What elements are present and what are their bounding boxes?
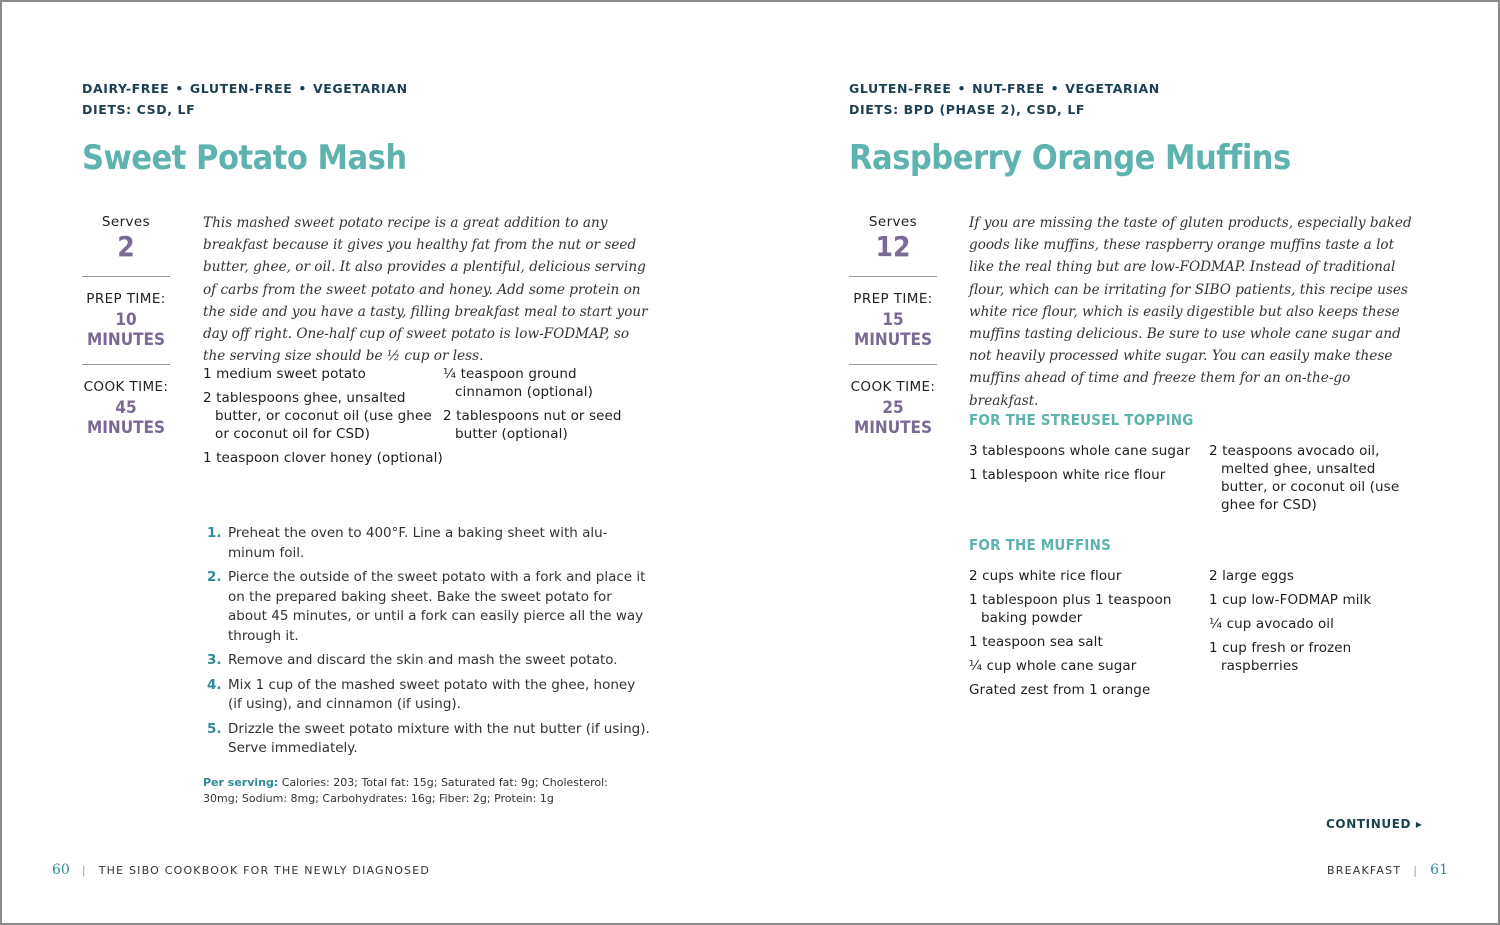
section-name: BREAKFAST: [1327, 863, 1402, 877]
prep-time-value: 10 MINUTES: [86, 310, 166, 350]
diets-line: DIETS: BPD (PHASE 2), CSD, LF: [849, 102, 1086, 117]
step-text: Preheat the oven to 400°F. Line a baking sheet with alu-minum foil.: [228, 525, 608, 561]
serves-label: Serves: [868, 214, 918, 230]
ingredient-item: 2 tablespoons ghee, unsalted butter, or coconut oil (use ghee or coconut oil for CSD): [203, 390, 432, 442]
streusel-heading: FOR THE STREUSEL TOPPING: [969, 411, 1194, 429]
instructions: [203, 524, 653, 764]
serves-label: Serves: [101, 214, 151, 230]
footer-separator: |: [81, 863, 87, 877]
tag: VEGETARIAN: [312, 81, 408, 96]
step-number: 3.: [207, 652, 222, 668]
muffin-ingredients: [969, 567, 1409, 705]
bullet-icon: •: [175, 81, 184, 96]
tag: DAIRY-FREE: [82, 81, 170, 96]
step-text: Mix 1 cup of the mashed sweet potato with the ghee, honey (if using), and cinnamon (if using).: [228, 676, 636, 712]
page-footer: [1327, 862, 1448, 878]
diets-line: DIETS: CSD, LF: [82, 102, 196, 117]
right-page: [750, 0, 1500, 925]
ingredient-item: 1 tablespoon white rice flour: [969, 467, 1166, 483]
ingredients-column-1: [203, 365, 443, 473]
bullet-icon: •: [1050, 81, 1060, 96]
nutrition-info: [203, 775, 643, 806]
ingredients-column-2: [443, 365, 643, 473]
recipe-title: Raspberry Orange Muffins: [849, 138, 1291, 178]
tag: NUT-FREE: [972, 81, 1045, 96]
tag: VEGETARIAN: [1065, 81, 1160, 96]
ingredient-item: 1 cup low-FODMAP milk: [1209, 592, 1372, 608]
ingredient-item: 2 tablespoons nut or seed butter (optional): [443, 408, 622, 442]
ingredient-item: 1 teaspoon sea salt: [969, 634, 1103, 650]
recipe-title: Sweet Potato Mash: [82, 138, 407, 178]
cook-time-value: 45 MINUTES: [86, 398, 166, 438]
ingredient-item: ¼ cup avocado oil: [1209, 616, 1335, 632]
streusel-ingredients: [969, 442, 1409, 520]
ingredients-column-2: [1209, 567, 1409, 705]
recipe-meta: [82, 214, 170, 438]
bullet-icon: •: [957, 81, 967, 96]
prep-time-label: PREP TIME:: [86, 291, 166, 307]
cook-time-label: COOK TIME:: [850, 379, 936, 395]
instruction-step: [203, 524, 653, 563]
recipe-intro: This mashed sweet potato recipe is a great addition to any breakfast because it gives you healthy fat from the nut or seed butter, ghee, or oil. It also provides a plentiful, delicious serving of carbs from the sweet potato and honey. Add some protein on the side and you have a tasty, filling breakfast meal to start your day off right. One-half cup of sweet potato is low-FODMAP, so the serving size should be ½ cup or less.: [203, 215, 648, 365]
footer-separator: |: [1413, 863, 1419, 877]
prep-time-value: 15 MINUTES: [853, 310, 933, 350]
bullet-icon: •: [298, 81, 307, 96]
ingredients-column-1: [969, 567, 1209, 705]
ingredient-item: 2 large eggs: [1209, 568, 1295, 584]
book-title: THE SIBO COOKBOOK FOR THE NEWLY DIAGNOSED: [98, 863, 431, 877]
ingredient-item: ¼ cup whole cane sugar: [969, 658, 1137, 674]
ingredient-item: 3 tablespoons whole cane sugar: [969, 443, 1191, 459]
instruction-step: [203, 676, 653, 715]
step-text: Remove and discard the skin and mash the sweet potato.: [228, 652, 618, 668]
cook-time-value: 25 MINUTES: [853, 398, 933, 438]
divider: [849, 364, 937, 365]
nutrition-values: Calories: 203; Total fat: 15g; Saturated fat: 9g; Cholesterol: 30mg; Sodium: 8mg; Carbohydrates: 16g; Fiber: 2g; Protein: 1g: [203, 776, 608, 805]
ingredients-column-1: [969, 442, 1209, 520]
instruction-step: [203, 651, 653, 671]
step-number: 4.: [207, 676, 222, 693]
instruction-step: [203, 568, 653, 646]
ingredients-column-2: [1209, 442, 1409, 520]
page-number: 60: [52, 862, 70, 878]
recipe-meta: [849, 214, 937, 438]
prep-time-label: PREP TIME:: [853, 291, 933, 307]
page-number: 61: [1430, 862, 1448, 878]
step-text: Pierce the outside of the sweet potato with a fork and place it on the prepared baking sheet. Bake the sweet potato for about 45 minutes, or until a fork can easily pierce all the way through it.: [228, 569, 646, 644]
cook-time-label: COOK TIME:: [83, 379, 169, 395]
recipe-intro: If you are missing the taste of gluten products, especially baked goods like muffins, these raspberry orange muffins taste a lot like the real thing but are low-FODMAP. Instead of traditional flour, which can be irritating for SIBO patients, this recipe uses white rice flour, which is easily digestible but also keeps these muffins tasting delicious. Be sure to use whole cane sugar and not heavily processed white sugar. You can easily make these muffins ahead of time and freeze them for an on-the-go breakfast.: [969, 215, 1412, 409]
step-number: 1.: [207, 525, 222, 541]
recipe-tags: [82, 81, 408, 96]
step-number: 2.: [207, 569, 222, 585]
ingredient-item: 2 cups white rice flour: [969, 568, 1122, 584]
divider: [849, 276, 937, 277]
recipe-tags: [849, 81, 1160, 96]
instruction-step: [203, 720, 653, 759]
ingredient-item: Grated zest from 1 orange: [969, 682, 1151, 698]
ingredient-item: 1 tablespoon plus 1 teaspoon baking powder: [969, 592, 1172, 626]
serves-value: 12: [875, 230, 911, 263]
muffins-heading: FOR THE MUFFINS: [969, 536, 1112, 554]
step-number: 5.: [207, 720, 222, 737]
divider: [82, 276, 170, 277]
tag: GLUTEN-FREE: [189, 81, 293, 96]
page-footer: [52, 862, 430, 878]
serves-value: 2: [117, 230, 135, 263]
continued-label: CONTINUED ▸: [1326, 817, 1423, 831]
ingredient-item: 1 cup fresh or frozen raspberries: [1209, 640, 1352, 674]
ingredient-item: 2 teaspoons avocado oil, melted ghee, unsalted butter, or coconut oil (use ghee for CSD): [1209, 443, 1400, 513]
tag: GLUTEN-FREE: [849, 81, 952, 96]
nutrition-label: Per serving:: [203, 776, 279, 789]
ingredient-item: 1 medium sweet potato: [203, 366, 366, 382]
divider: [82, 364, 170, 365]
ingredients: [203, 365, 643, 473]
ingredient-item: ¼ teaspoon ground cinnamon (optional): [443, 366, 593, 400]
ingredient-item: 1 teaspoon clover honey (optional): [203, 450, 443, 466]
step-text: Drizzle the sweet potato mixture with the nut butter (if using). Serve immediately.: [228, 720, 650, 756]
